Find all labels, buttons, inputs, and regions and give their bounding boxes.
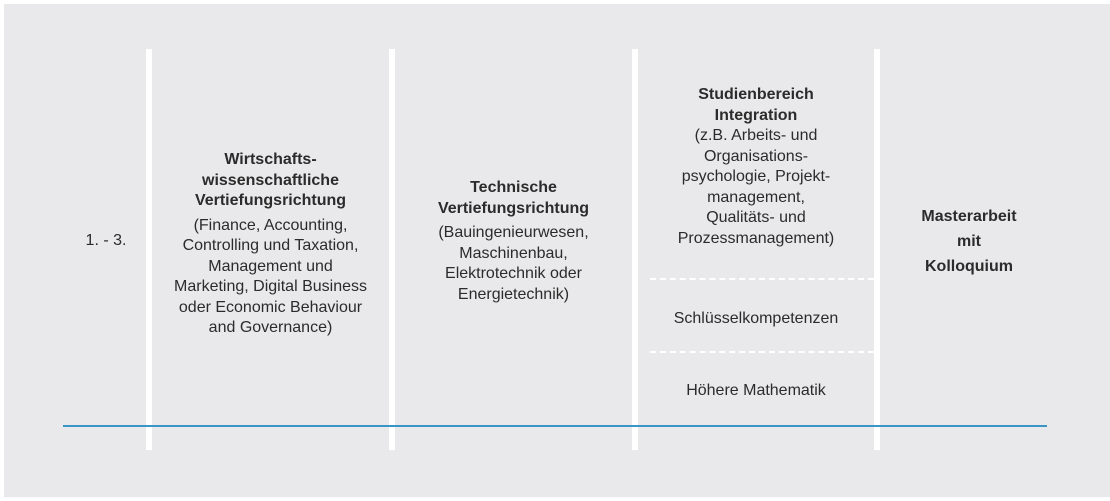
technical-title: Technische Vertiefungsrichtung [437, 179, 590, 217]
thesis-column [880, 204, 1058, 279]
economics-column [152, 150, 389, 339]
integration-separator-1 [650, 278, 874, 280]
integration-separator-2 [650, 351, 874, 353]
technical-column [395, 178, 632, 305]
integration-title: Studienbereich Integration [698, 86, 814, 124]
semester-label: 1. - 3. [85, 232, 127, 249]
technical-subtitle: (Bauingenieurwesen, Maschinenbau, Elektrotechnik oder Energietechnik) [438, 224, 589, 303]
thesis-title: Masterarbeit mit Kolloquium [921, 208, 1017, 275]
baseline [63, 425, 1047, 427]
key-skills-cell: Schlüsselkompetenzen [673, 310, 839, 327]
higher-math-cell: Höhere Mathematik [686, 382, 826, 399]
curriculum-diagram [4, 4, 1110, 497]
economics-subtitle: (Finance, Accounting, Controlling und Taxation, Management und Marketing, Digital Business oder Economic Behaviour and Governance) [174, 216, 367, 336]
integration-column [638, 85, 874, 249]
integration-subtitle: (z.B. Arbeits- und Organisations- psychologie, Projekt- management, Qualitäts- und Prozessmanagement) [677, 127, 835, 247]
economics-title: Wirtschafts- wissenschaftliche Vertiefungsrichtung [194, 151, 347, 209]
